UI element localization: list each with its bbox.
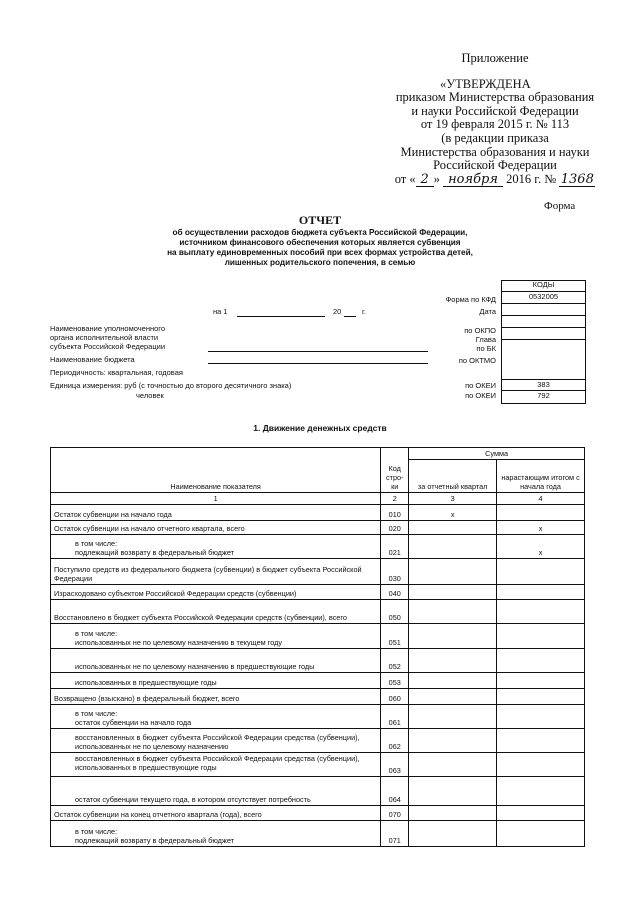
authority-line [208, 351, 428, 352]
date-label: Дата [479, 307, 496, 316]
glava-label: Глава [475, 335, 496, 344]
table-row: восстановленных в бюджет субъекта Российской Федерации средства (субвенции), использованных не по целевому назначению 062 [51, 729, 585, 753]
okpo-label: по ОКПО [464, 326, 496, 335]
handwritten-day: 2 [416, 173, 434, 188]
table-row: восстановленных в бюджет субъекта Российской Федерации средства (субвенции), использованных в предшествующие годы 063 [51, 753, 585, 777]
table-row: использованных в предшествующие годы 053 [51, 673, 585, 689]
handwritten-number: 1368 [560, 171, 594, 187]
approval-line: приказом Министерства образования [395, 90, 595, 105]
periodicity-label: Периодичность: квартальная, годовая [50, 368, 183, 377]
approval-line: и науки Российской Федерации [411, 103, 579, 118]
bk-label: по БК [476, 344, 496, 353]
handwritten-month: ноября [443, 173, 503, 188]
appendix-title: Приложение [461, 51, 529, 65]
table-row: в том числе: остаток субвенции на начало года 061 [51, 705, 585, 729]
table-row: Поступило средств из федерального бюджета (субвенции) в бюджет субъекта Российской Федерации 030 [51, 559, 585, 585]
col-cumulative-header: нарастающим итогом с начала года [497, 460, 585, 493]
col-number: 3 [409, 493, 497, 505]
approval-line: (в редакции приказа [441, 130, 549, 145]
authority-label: Наименование уполномоченного органа исполнительной власти субъекта Российской Федерации [50, 324, 166, 351]
report-subtitle: об осуществлении расходов бюджета субъекта Российской Федерации, источником финансового обеспечения которых является субвенция на выплату единовременных пособий при всех формах устройства детей, лишенных родительского попечения, в семью [167, 228, 473, 267]
approval-line: Российской Федерации [433, 158, 557, 173]
okei-code-2: 792 [502, 390, 585, 403]
okei-label-1: по ОКЕИ [465, 381, 496, 390]
table-row: в том числе: использованных не по целевому назначению в текущем году 051 [51, 624, 585, 649]
table-row: остаток субвенции текущего года, в котором отсутствует потребность 064 [51, 777, 585, 806]
approval-line: «УТВЕРЖДЕНА [440, 76, 531, 91]
oktmo-label: по ОКТМО [458, 356, 496, 365]
section-title: 1. Движение денежных средств [253, 423, 387, 433]
codes-title: КОДЫ [532, 280, 555, 289]
col-number: 1 [51, 493, 381, 505]
col-quarter-header: за отчетный квартал [409, 460, 497, 493]
form-label: Форма [544, 200, 576, 212]
form-kfd-label: Форма по КФД [445, 295, 496, 304]
table-row: Восстановлено в бюджет субъекта Российской Федерации средств (субвенции), всего 050 [51, 600, 585, 624]
col-code-header: Код стро-ки [381, 448, 409, 493]
okei-code-1: 383 [502, 379, 585, 391]
budget-name-label: Наименование бюджета [50, 355, 135, 364]
approval-line: Министерства образования и науки [400, 144, 590, 159]
person-label: человек [136, 391, 164, 400]
day-month-line [237, 316, 325, 317]
approval-date: от « 2 » ноября 2016 г. № 1368 [394, 171, 594, 187]
table-row: Израсходовано субъектом Российской Федерации средств (субвенции) 040 [51, 585, 585, 600]
table-row: в том числе: подлежащий возврату в федеральный бюджет 021 x [51, 535, 585, 559]
col-number: 2 [381, 493, 409, 505]
table-row: Остаток субвенции на начало года 010 x [51, 505, 585, 521]
col-number: 4 [497, 493, 585, 505]
year-label: 20 [333, 307, 342, 316]
year-line [344, 316, 356, 317]
col-name-header: Наименование показателя [51, 448, 381, 493]
cash-flow-table [50, 447, 585, 847]
budget-name-line [208, 363, 428, 364]
unit-label: Единица измерения: руб (с точностью до второго десятичного знака) [50, 381, 292, 390]
on-date-label: на 1 [213, 307, 228, 316]
report-title: ОТЧЕТ [298, 213, 342, 227]
approval-line: от 19 февраля 2015 г. № 113 [420, 117, 570, 132]
col-sum-header: Сумма [409, 448, 585, 460]
table-row: Возвращено (взыскано) в федеральный бюджет, всего 060 [51, 689, 585, 705]
table-row: использованных не по целевому назначению в предшествующие годы 052 [51, 649, 585, 673]
year-g-label: г. [362, 307, 366, 316]
oktmo-code [502, 339, 585, 352]
okei-label-2: по ОКЕИ [465, 391, 496, 400]
table-row: Остаток субвенции на конец отчетного квартала (года), всего 070 [51, 806, 585, 821]
approval-block [385, 52, 605, 187]
table-row: в том числе: подлежащий возврату в федеральный бюджет 071 [51, 821, 585, 847]
codes-box [501, 280, 586, 404]
form-kfd-code: 0532005 [502, 291, 585, 304]
table-row: Остаток субвенции на начало отчетного квартала, всего 020 x [51, 521, 585, 535]
